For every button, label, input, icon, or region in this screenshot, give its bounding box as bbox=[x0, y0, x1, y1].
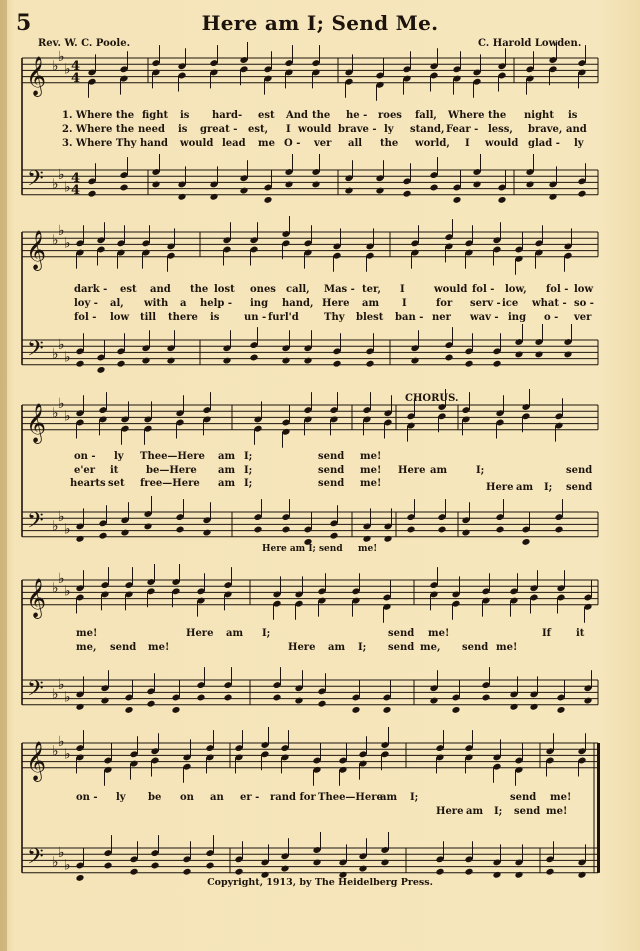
lyrics-verse-1: 1. Where the fight is hard- est And the he - roes fall, Where the night is bbox=[62, 110, 578, 121]
flat-sign: ♭ bbox=[58, 337, 65, 354]
note-head bbox=[253, 526, 262, 534]
time-signature: 4 bbox=[71, 59, 81, 74]
flat-sign: ♭ bbox=[58, 509, 65, 526]
bass-response-lyrics: Here am I; send me! bbox=[262, 544, 378, 554]
note-head bbox=[583, 697, 592, 705]
flat-sign: ♭ bbox=[52, 743, 59, 760]
lyrics-verse-3: hearts set free—Here am I; send me! bbox=[70, 478, 382, 489]
note-head bbox=[150, 862, 159, 870]
note-head bbox=[461, 529, 470, 537]
treble-clef: 𝄞 bbox=[26, 577, 47, 618]
note-head bbox=[332, 360, 341, 368]
note-head bbox=[410, 357, 419, 365]
note-head bbox=[96, 366, 105, 374]
treble-clef: 𝄞 bbox=[26, 402, 47, 443]
flat-sign: ♭ bbox=[58, 845, 65, 862]
flat-sign: ♭ bbox=[52, 176, 59, 193]
note-head bbox=[284, 180, 293, 188]
note-head bbox=[116, 360, 125, 368]
composer-credit: C. Harold Lowden. bbox=[478, 38, 582, 49]
flat-sign: ♭ bbox=[64, 746, 71, 763]
note-head bbox=[380, 858, 389, 866]
flat-sign: ♭ bbox=[52, 346, 59, 363]
note-head bbox=[556, 706, 565, 714]
flat-sign: ♭ bbox=[58, 167, 65, 184]
note-head bbox=[151, 180, 160, 188]
note-head bbox=[239, 187, 248, 195]
flat-sign: ♭ bbox=[58, 571, 65, 587]
time-signature: 4 bbox=[71, 183, 81, 198]
note-head bbox=[534, 350, 543, 358]
note-head bbox=[281, 526, 290, 534]
lyrics-melody: on - ly be on an er - rand for Thee—Here am I; send me! bbox=[76, 792, 572, 803]
note-head bbox=[514, 350, 523, 358]
note-head bbox=[75, 703, 84, 711]
note-head bbox=[464, 360, 473, 368]
note-head bbox=[429, 697, 438, 705]
note-head bbox=[100, 697, 109, 705]
flat-sign: ♭ bbox=[64, 583, 71, 600]
note-head bbox=[317, 700, 326, 708]
flat-sign: ♭ bbox=[64, 349, 71, 366]
bass-clef: 𝄢 bbox=[27, 508, 44, 539]
note-head bbox=[272, 694, 281, 702]
note-head bbox=[577, 190, 586, 198]
note-head bbox=[294, 697, 303, 705]
flat-sign: ♭ bbox=[52, 854, 59, 871]
lyrics-verse-1: dark - est and the lost ones call, Mas - ter, I would fol - low, fol - low bbox=[74, 284, 594, 295]
time-signature: 4 bbox=[71, 71, 81, 86]
flat-sign: ♭ bbox=[64, 408, 71, 425]
note-head bbox=[525, 180, 534, 188]
note-head bbox=[452, 196, 461, 204]
note-head bbox=[429, 184, 438, 192]
note-head bbox=[263, 196, 272, 204]
note-head bbox=[171, 706, 180, 714]
bass-clef: 𝄢 bbox=[27, 844, 44, 875]
lyrics-verse-2: loy - al, with a help - ing hand, Here am I for serv - ice what - so - bbox=[74, 298, 594, 309]
lyrics-verse-2: 2. Where the need is great - est, I would brave - ly stand, Fear - less, brave, and bbox=[62, 124, 587, 135]
note-head bbox=[548, 193, 557, 201]
note-head bbox=[222, 357, 231, 365]
note-head bbox=[329, 532, 338, 540]
note-head bbox=[177, 193, 186, 201]
lyrics-verse-2: e'er it be—Here am I; send me! Here am I; send bbox=[74, 465, 593, 476]
note-head bbox=[481, 694, 490, 702]
note-head bbox=[124, 706, 133, 714]
note-head bbox=[497, 196, 506, 204]
flat-sign: ♭ bbox=[52, 580, 59, 597]
note-head bbox=[358, 865, 367, 873]
note-head bbox=[563, 350, 572, 358]
flat-sign: ♭ bbox=[52, 405, 59, 422]
chorus-label: CHORUS. bbox=[405, 393, 459, 404]
note-head bbox=[166, 357, 175, 365]
note-head bbox=[509, 703, 518, 711]
flat-sign: ♭ bbox=[64, 521, 71, 538]
bass-clef: 𝄢 bbox=[27, 676, 44, 707]
note-head bbox=[437, 526, 446, 534]
lyrics-verse-3: 3. Where Thy hand would lead me O - ver all the world, I would glad - ly bbox=[62, 138, 584, 149]
lyrics-melody: me! Here am I; send me! If it bbox=[76, 628, 585, 639]
note-head bbox=[141, 357, 150, 365]
treble-clef: 𝄞 bbox=[26, 740, 47, 781]
note-head bbox=[249, 354, 258, 362]
note-head bbox=[182, 868, 191, 876]
note-head bbox=[205, 862, 214, 870]
note-head bbox=[175, 526, 184, 534]
flat-sign: ♭ bbox=[52, 58, 59, 75]
treble-clef: 𝄞 bbox=[26, 55, 47, 96]
flat-sign: ♭ bbox=[64, 61, 71, 78]
note-head bbox=[435, 868, 444, 876]
note-head bbox=[281, 357, 290, 365]
note-head bbox=[119, 184, 128, 192]
note-head bbox=[402, 190, 411, 198]
flat-sign: ♭ bbox=[58, 396, 65, 412]
flat-sign: ♭ bbox=[52, 686, 59, 703]
bass-clef: 𝄢 bbox=[27, 166, 44, 197]
flat-sign: ♭ bbox=[64, 179, 71, 196]
note-head bbox=[545, 868, 554, 876]
lyrics-verse-1: on - ly Thee—Here am I; send me! bbox=[74, 451, 382, 462]
note-head bbox=[234, 868, 243, 876]
flat-sign: ♭ bbox=[52, 518, 59, 535]
note-head bbox=[365, 360, 374, 368]
note-head bbox=[344, 187, 353, 195]
flat-sign: ♭ bbox=[58, 49, 65, 65]
note-head bbox=[129, 868, 138, 876]
alto-response-lyrics: Here am I; send bbox=[486, 482, 593, 493]
note-head bbox=[375, 187, 384, 195]
treble-clef: 𝄞 bbox=[26, 229, 47, 270]
note-head bbox=[87, 190, 96, 198]
note-head bbox=[472, 180, 481, 188]
note-head bbox=[492, 360, 501, 368]
note-head bbox=[120, 529, 129, 537]
note-head bbox=[529, 703, 538, 711]
flat-sign: ♭ bbox=[58, 223, 65, 239]
note-head bbox=[209, 193, 218, 201]
copyright-notice: Copyright, 1913, by The Heidelberg Press. bbox=[207, 877, 433, 888]
note-head bbox=[383, 535, 392, 543]
lyrics-response: me, send me! Here am I; send me, send me! bbox=[76, 642, 518, 653]
lyrics-response: Here am I; send me! bbox=[436, 806, 568, 817]
note-head bbox=[382, 706, 391, 714]
flat-sign: ♭ bbox=[58, 734, 65, 750]
note-head bbox=[351, 706, 360, 714]
flat-sign: ♭ bbox=[58, 677, 65, 694]
note-head bbox=[75, 360, 84, 368]
note-head bbox=[495, 526, 504, 534]
note-head bbox=[464, 868, 473, 876]
note-head bbox=[223, 694, 232, 702]
lyrics-verse-3: fol - low till there is un - furl'd Thy blest ban - ner wav - ing o - ver bbox=[74, 312, 592, 323]
note-head bbox=[98, 532, 107, 540]
flat-sign: ♭ bbox=[64, 689, 71, 706]
note-head bbox=[444, 354, 453, 362]
hymn-title: Here am I; Send Me. bbox=[201, 11, 439, 35]
note-head bbox=[311, 180, 320, 188]
time-signature: 4 bbox=[71, 171, 81, 186]
note-head bbox=[75, 535, 84, 543]
flat-sign: ♭ bbox=[64, 235, 71, 252]
lyricist-credit: Rev. W. C. Poole. bbox=[38, 38, 131, 49]
note-head bbox=[103, 862, 112, 870]
hymn-number: 5 bbox=[16, 10, 32, 36]
note-head bbox=[312, 858, 321, 866]
note-head bbox=[362, 535, 371, 543]
note-head bbox=[451, 706, 460, 714]
note-head bbox=[554, 526, 563, 534]
flat-sign: ♭ bbox=[64, 857, 71, 874]
note-head bbox=[202, 529, 211, 537]
bass-clef: 𝄢 bbox=[27, 336, 44, 367]
note-head bbox=[406, 526, 415, 534]
flat-sign: ♭ bbox=[52, 232, 59, 249]
note-head bbox=[143, 522, 152, 530]
note-head bbox=[280, 865, 289, 873]
note-head bbox=[303, 357, 312, 365]
note-head bbox=[146, 700, 155, 708]
note-head bbox=[196, 694, 205, 702]
